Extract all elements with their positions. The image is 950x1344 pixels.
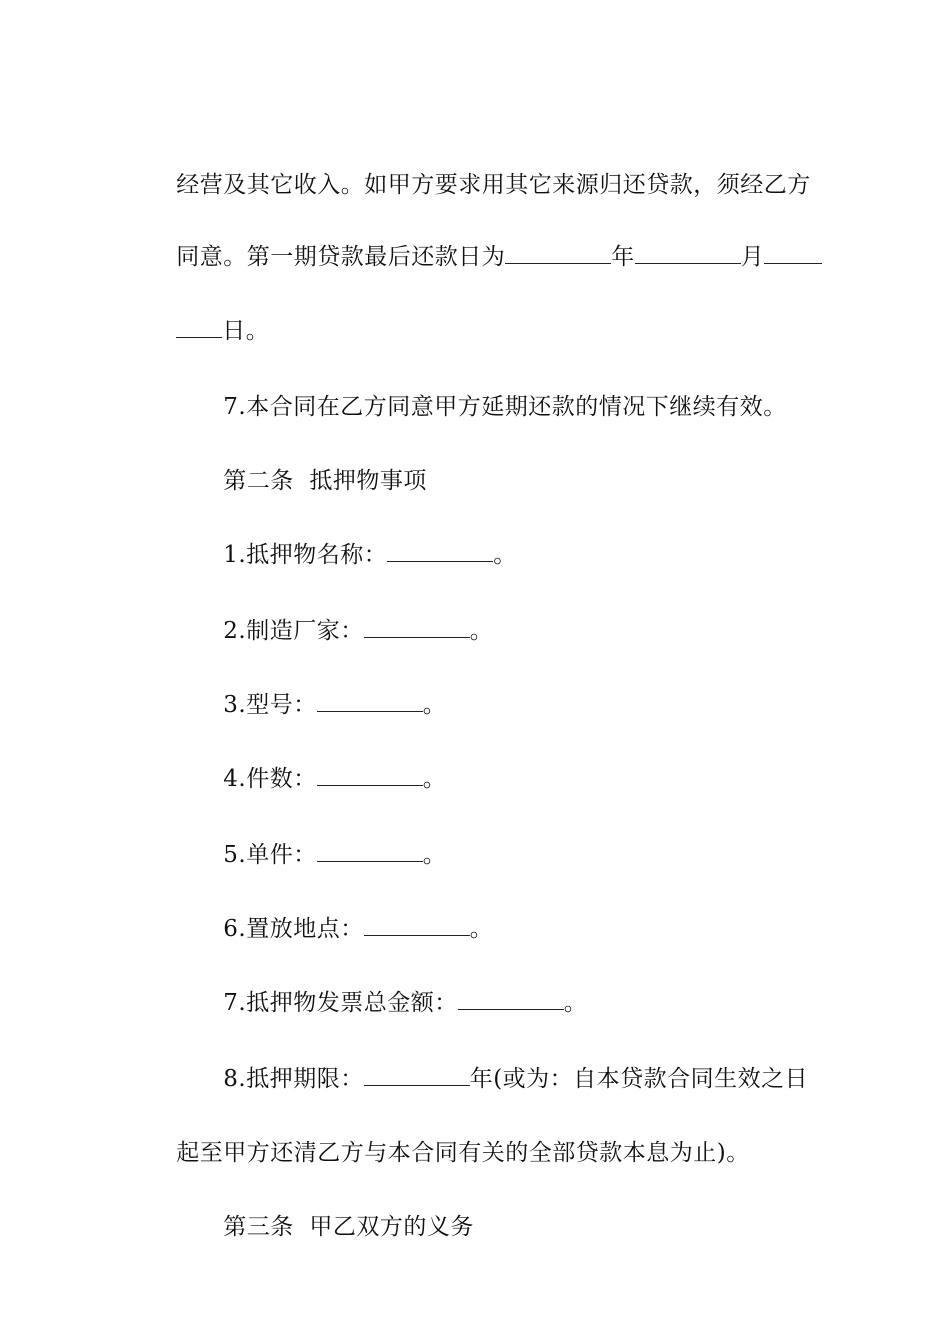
period: 。 (469, 618, 494, 644)
text: 起至甲方还清乙方与本合同有关的全部贷款本息为止)。 (176, 1140, 750, 1166)
label: 6.置放地点： (223, 916, 364, 942)
text: 月 (740, 244, 765, 270)
heading: 第二条 抵押物事项 (223, 468, 427, 494)
fill-blank (364, 617, 470, 638)
text: 年 (611, 244, 635, 270)
period: 。 (422, 766, 447, 792)
fill-blank-years (364, 1065, 470, 1086)
text: 同意。第一期贷款最后还款日为 (176, 244, 506, 270)
label: 1.抵押物名称： (223, 542, 388, 568)
period: 。 (469, 916, 494, 942)
text: 7.本合同在乙方同意甲方延期还款的情况下继续有效。 (223, 394, 787, 420)
label: 8.抵押期限： (223, 1066, 364, 1092)
label: 7.抵押物发票总金额： (223, 990, 458, 1016)
period: 。 (422, 842, 447, 868)
text: 日。 (222, 318, 270, 344)
fill-blank-day-cont (176, 317, 222, 338)
label: 3.型号： (223, 692, 317, 718)
fill-blank-year (505, 243, 611, 264)
fill-blank (364, 915, 470, 936)
fill-blank-month (635, 243, 741, 264)
period: 。 (563, 990, 588, 1016)
heading: 第三条 甲乙双方的义务 (223, 1214, 474, 1240)
text: 经营及其它收入。如甲方要求用其它来源归还贷款，须经乙方 (176, 172, 811, 198)
fill-blank (458, 989, 564, 1010)
article-3-title (192, 1182, 474, 1272)
label: 4.件数： (223, 766, 317, 792)
label: 2.制造厂家： (223, 618, 364, 644)
fill-blank (317, 765, 423, 786)
text: 年(或为：自本贷款合同生效之日 (469, 1066, 809, 1092)
period: 。 (493, 542, 517, 568)
fill-blank (317, 841, 423, 862)
label: 5.单件： (223, 842, 317, 868)
period: 。 (422, 692, 447, 718)
fill-blank (317, 691, 423, 712)
fill-blank-day (764, 243, 822, 264)
fill-blank (387, 541, 493, 562)
